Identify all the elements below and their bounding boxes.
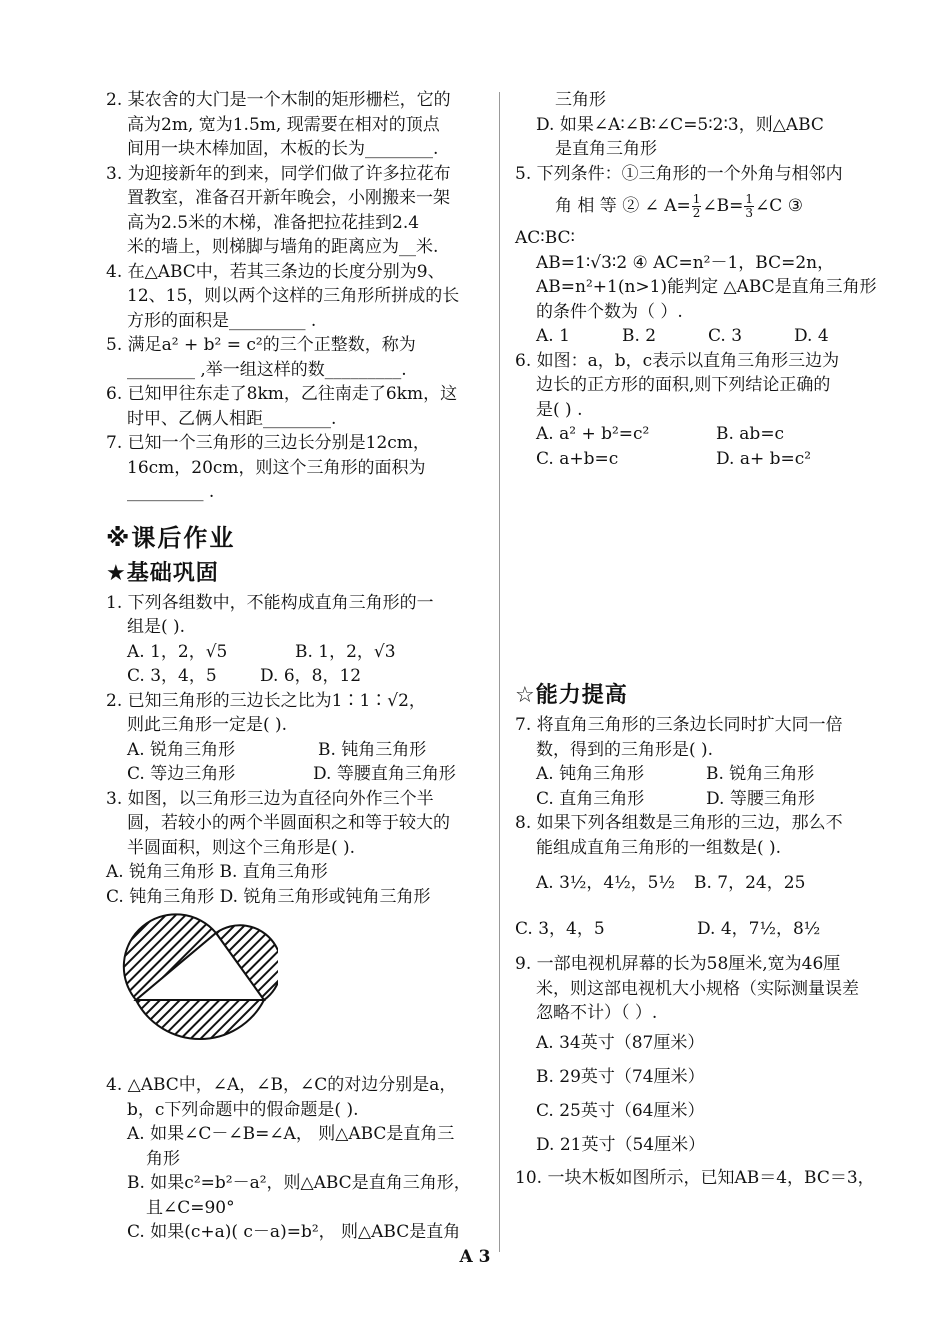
option-c-cont: 三角形 — [555, 90, 606, 110]
option-c: C. 直角三角形 — [536, 788, 645, 809]
question-3 — [106, 162, 486, 260]
option-b: B. 7，24，25 — [694, 873, 806, 893]
question-line: 时甲、乙俩人相距________. — [127, 408, 337, 429]
question-line: 置教室，准备召开新年晚会，小刚搬来一架 — [127, 188, 450, 208]
question-6 — [106, 382, 486, 431]
figure-space — [515, 471, 900, 679]
question-text: 角 相 等 ② ∠ A= — [555, 196, 691, 216]
question-line: ________ ,举一组这样的数_________. — [127, 359, 407, 380]
option-b: B. 2 — [622, 326, 657, 346]
option-d: D. a+ b=c² — [716, 448, 812, 469]
question-line: 7. 已知一个三角形的三边长分别是12cm， — [106, 433, 430, 453]
numerator: 1 — [745, 192, 754, 206]
option-b-cont: 且∠C=90° — [146, 1197, 235, 1218]
option-a: A. 锐角三角形 — [127, 739, 236, 760]
option-b: B. 锐角三角形 — [706, 764, 815, 784]
question-line: 6. 已知甲往东走了8km，乙往南走了6km，这 — [106, 384, 458, 404]
right-column — [515, 88, 900, 1190]
option-d-cont: 是直角三角形 — [555, 139, 657, 159]
question-line: 则此三角形一定是( ). — [127, 715, 288, 735]
left-column — [106, 88, 486, 909]
left-column-bottom — [106, 1073, 486, 1245]
question-line: 米的墙上，则梯脚与墙角的距离应为__米. — [127, 237, 439, 257]
option-b: B. 钝角三角形 — [318, 739, 427, 760]
question-line: AB=n²+1(n>1)能判定 △ABC是直角三角形 — [536, 277, 877, 297]
question-line: 的条件个数为（ ）. — [536, 301, 683, 322]
question-line: 4. 在△ABC中，若其三条边的长度分别为9、 — [106, 261, 445, 282]
question-5-conditions — [515, 162, 900, 349]
option-a: A. 钝角三角形 — [536, 764, 645, 784]
basic-question-4 — [106, 1073, 486, 1245]
question-line: 16cm，20cm，则这个三角形的面积为 — [127, 457, 426, 478]
question-line: 3. 如图，以三角形三边为直径向外作三个半 — [106, 788, 434, 809]
denominator: 2 — [692, 206, 701, 220]
question-line: 半圆面积，则这个三角形是( ). — [127, 837, 356, 858]
option-a: A. 3½，4½，5½ — [536, 873, 675, 893]
question-line: 7. 将直角三角形的三条边长同时扩大同一倍 — [515, 715, 843, 735]
question-line: 方形的面积是_________ . — [127, 310, 317, 331]
column-divider — [499, 92, 500, 1252]
option-c: C. 25英寸（64厘米） — [536, 1100, 705, 1121]
question-5 — [106, 333, 486, 382]
question-line: 数，得到的三角形是( ). — [536, 739, 714, 760]
option-c: C. 如果(c+a)( c－a)=b²， 则△ABC是直角 — [127, 1222, 461, 1242]
section-title: ※课后作业 — [106, 523, 236, 552]
denominator: 3 — [745, 206, 754, 220]
option-b: B. 如果c²=b²－a²，则△ABC是直角三角形， — [127, 1173, 471, 1193]
question-7 — [106, 431, 486, 505]
question-line: 5. 满足a² + b² = c²的三个正整数，称为 — [106, 335, 416, 355]
option-c: C. 等边三角形 — [127, 764, 236, 784]
option-d: D. 等腰直角三角形 — [313, 764, 456, 784]
question-line: 米，则这部电视机大小规格（实际测量误差 — [536, 978, 859, 999]
page-number: A 3 — [459, 1247, 491, 1267]
question-line: AB=1∶√3∶2 ④ AC=n²－1，BC=2n， — [536, 252, 835, 273]
question-line: 1. 下列各组数中，不能构成直角三角形的一 — [106, 592, 434, 613]
question-line: 间用一块木棒加固，木板的长为________. — [127, 139, 439, 159]
option-a-cont: 角形 — [146, 1148, 180, 1169]
subsection-advanced: ☆能力提高 — [515, 683, 628, 708]
question-line: 忽略不计）（ ）. — [536, 1003, 658, 1023]
option-a: A. 1，2，√5 — [127, 641, 228, 662]
question-text: ∠B= — [702, 196, 744, 216]
question-10: 10. 一块木板如图所示，已知AB＝4，BC＝3， — [515, 1167, 875, 1188]
option-c: C. 3，4，5 — [515, 919, 605, 939]
option-d: D. 4，7½，8½ — [697, 919, 821, 939]
option-c: C. 3 — [708, 326, 743, 346]
semicircles-figure — [118, 912, 278, 1072]
question-line: 2. 已知三角形的三边长之比为1∶1∶√2， — [106, 690, 426, 711]
question-9-tv — [515, 952, 900, 1162]
question-6-squares — [515, 349, 900, 472]
question-line: b，c下列命题中的假命题是( ). — [127, 1099, 359, 1120]
option-a: A. 1 — [536, 326, 570, 346]
question-line: AC∶BC∶ — [515, 228, 575, 248]
question-2 — [106, 88, 486, 162]
question-line: 8. 如果下列各组数是三角形的三边，那么不 — [515, 813, 843, 833]
fraction-third — [744, 193, 754, 220]
option-b: B. ab=c — [716, 424, 785, 444]
option-d: D. 4 — [794, 326, 829, 346]
basic-question-3 — [106, 787, 486, 910]
question-line: 3. 为迎接新年的到来，同学们做了许多拉花布 — [106, 163, 451, 184]
numerator: 1 — [692, 192, 701, 206]
question-line: 5. 下列条件：①三角形的一个外角与相邻内 — [515, 163, 843, 184]
option-b: B. 1，2，√3 — [295, 641, 396, 662]
option-a: A. 如果∠C－∠B=∠A， 则△ABC是直角三 — [127, 1124, 455, 1144]
question-7-scale — [515, 713, 900, 811]
question-line: 能组成直角三角形的一组数是( ). — [536, 837, 782, 858]
question-8-sides — [515, 811, 900, 952]
basic-question-1 — [106, 591, 486, 689]
question-line: 圆，若较小的两个半圆面积之和等于较大的 — [127, 813, 450, 833]
question-line: 2. 某农舍的大门是一个木制的矩形栅栏，它的 — [106, 90, 451, 110]
question-line: 组是( ). — [127, 617, 186, 637]
option-d: D. 如果∠A∶∠B∶∠C=5∶2∶3，则△ABC — [536, 114, 824, 135]
question-4 — [106, 260, 486, 334]
question-line: 9. 一部电视机屏幕的长为58厘米,宽为46厘 — [515, 954, 841, 974]
subsection-basic: ★基础巩固 — [106, 560, 219, 586]
question-text: ∠C ③ — [755, 196, 803, 216]
option-d: D. 等腰三角形 — [706, 788, 815, 809]
question-line: 高为2m, 宽为1.5m, 现需要在相对的顶点 — [127, 114, 440, 135]
question-line: 高为2.5米的木梯，准备把拉花挂到2.4 — [127, 212, 420, 233]
option-c: C. a+b=c — [536, 448, 619, 469]
option-d: D. 21英寸（54厘米） — [536, 1134, 706, 1155]
basic-question-2 — [106, 689, 486, 787]
question-line: 是( ) . — [536, 399, 583, 420]
options-ab: A. 锐角三角形 B. 直角三角形 — [106, 862, 328, 882]
question-line: 6. 如图：a，b，c表示以直角三角形三边为 — [515, 350, 840, 371]
question-line: _________ . — [127, 482, 215, 502]
option-d: D. 6，8，12 — [260, 666, 362, 686]
option-a: A. 34英寸（87厘米） — [536, 1032, 705, 1053]
fraction-half — [692, 193, 702, 220]
option-b: B. 29英寸（74厘米） — [536, 1066, 705, 1087]
question-line: 12、15，则以两个这样的三角形所拼成的长 — [127, 286, 460, 306]
question-line: 边长的正方形的面积,则下列结论正确的 — [536, 375, 831, 395]
option-c: C. 3，4，5 — [127, 666, 217, 686]
question-line: 4. △ABC中，∠A，∠B，∠C的对边分别是a， — [106, 1075, 457, 1095]
option-a: A. a² + b²=c² — [536, 424, 650, 444]
options-cd: C. 钝角三角形 D. 锐角三角形或钝角三角形 — [106, 886, 431, 907]
